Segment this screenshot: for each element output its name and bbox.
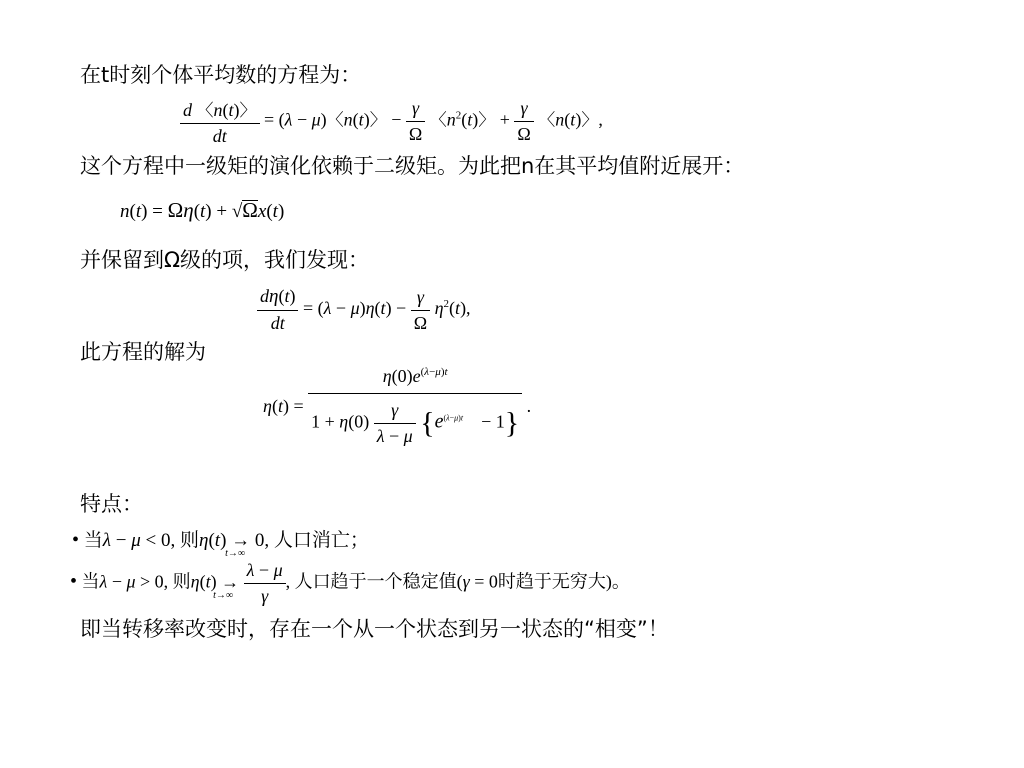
bullet2-result-label: 人口趋于一个稳定值( [294,571,463,592]
fraction-lambda-mu-gamma: $\frac{\lambda - \mu}{\gamma}$ [244,560,286,607]
text-line-2: 这个方程中一级矩的演化依赖于二级矩。为此把n在其平均值附近展开： [80,154,745,178]
fraction-solution: $\eta(0)e^{(\lambda-\mu)t}$ 1 + η(0) $\frac{\gamma}{\lambda - \mu}$ {$e^{(\lambda-\mu)t}$ − 1} [308,366,522,447]
fraction-gamma-omega-3: $\frac{\gamma}{\Omega}$ [411,287,430,334]
bullet-dot-icon: • [72,529,80,551]
equation-expansion: n(t) = Ωη(t) + √Ωx(t) [120,198,285,222]
equation-solution: η(t) = $\eta(0)e^{(\lambda-\mu)t}$ 1 + η(0) $\frac{\gamma}{\lambda - \mu}$ {$e^{(\lambda-\mu)t}$ − 1} . [263,366,532,446]
text-line-4: 此方程的解为 [80,340,206,364]
equation-mean-evolution: $\frac{d 〈n(t)〉}{dt}$ = (λ − μ)〈n(t)〉 − $\frac{\gamma}{\Omega}$ 〈$n^2(t)$〉 + $\frac{\gamma}{\Omega}$ 〈n(t)〉, [180,96,603,147]
bullet-item-1: • 当λ − μ < 0, 则η(t) → t→∞ 0, 人口消亡； [72,529,369,559]
text-line-3: 并保留到Ω级的项，我们发现： [80,248,370,272]
text-line-1: 在t时刻个体平均数的方程为： [80,63,362,87]
fraction-d-n-dt: $\frac{d 〈n(t)〉}{dt}$ [180,96,260,147]
bullet-item-2: • 当λ − μ > 0, 则η(t) → t→∞ $\frac{\lambda - \mu}{\gamma}$ , 人口趋于一个稳定值(γ = 0时趋于无穷大)。 [70,560,630,606]
fraction-d-eta-dt: $\frac{d\eta(t)}{dt}$ [257,286,298,334]
text-line-6: 即当转移率改变时，存在一个从一个状态到另一状态的“相变”！ [80,617,669,641]
text-line-5: 特点： [80,492,143,516]
equation-eta-evolution: $\frac{d\eta(t)}{dt}$ = (λ − μ)η(t) − $\frac{\gamma}{\Omega}$ $\eta^2(t)$, [257,286,471,334]
fraction-gamma-omega: $\frac{\gamma}{\Omega}$ [406,98,425,145]
bullet2-then-label: 则 [172,571,191,592]
bullet1-then-label: 则 [180,530,200,551]
fraction-gamma-omega-2: $\frac{\gamma}{\Omega}$ [514,98,533,145]
bullet2-result-tail-label: 时趋于无穷大)。 [497,571,630,592]
bullet1-when-label: 当 [83,530,103,551]
bullet-dot-icon: • [70,570,78,593]
bullet1-result-label: 人口消亡； [273,530,369,551]
bullet2-when-label: 当 [81,571,100,592]
fraction-gamma-lambda-mu: $\frac{\gamma}{\lambda - \mu}$ [374,400,416,447]
